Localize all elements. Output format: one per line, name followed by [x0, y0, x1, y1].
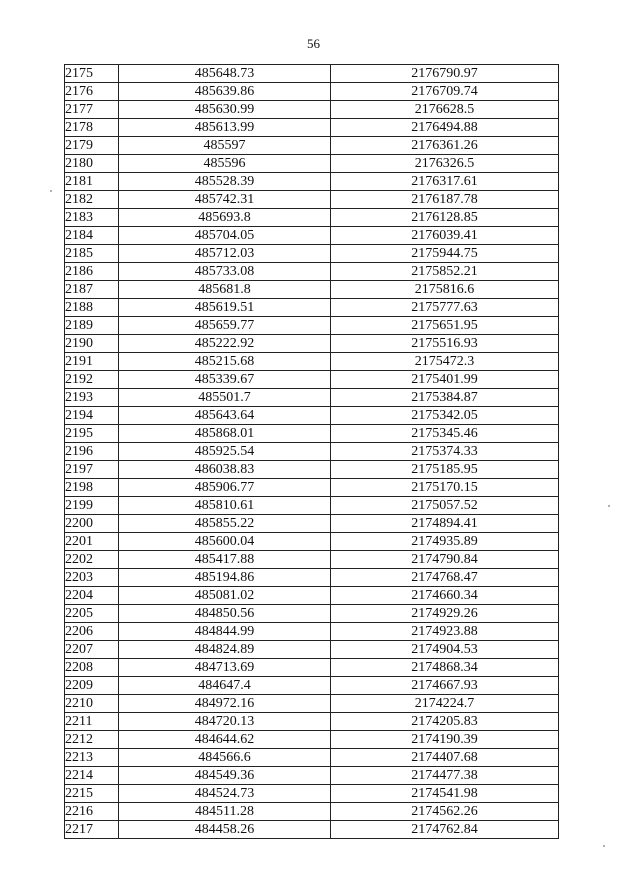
y-coordinate-cell: 2175342.05 — [331, 407, 559, 425]
y-coordinate-cell: 2176790.97 — [331, 65, 559, 83]
table-row — [65, 605, 559, 623]
x-coordinate-cell: 484972.16 — [119, 695, 331, 713]
point-number-cell: 2216 — [65, 803, 119, 821]
table-row — [65, 533, 559, 551]
point-number-cell: 2189 — [65, 317, 119, 335]
table-row — [65, 173, 559, 191]
point-number-cell: 2190 — [65, 335, 119, 353]
point-number-cell: 2198 — [65, 479, 119, 497]
x-coordinate-cell: 485528.39 — [119, 173, 331, 191]
table-row — [65, 785, 559, 803]
x-coordinate-cell: 484549.36 — [119, 767, 331, 785]
x-coordinate-cell: 485222.92 — [119, 335, 331, 353]
table-row — [65, 695, 559, 713]
table-row — [65, 731, 559, 749]
y-coordinate-cell: 2174190.39 — [331, 731, 559, 749]
point-number-cell: 2201 — [65, 533, 119, 551]
table-row — [65, 317, 559, 335]
point-number-cell: 2208 — [65, 659, 119, 677]
y-coordinate-cell: 2175944.75 — [331, 245, 559, 263]
y-coordinate-cell: 2175472.3 — [331, 353, 559, 371]
table-row — [65, 587, 559, 605]
table-body — [65, 65, 559, 839]
y-coordinate-cell: 2174477.38 — [331, 767, 559, 785]
point-number-cell: 2187 — [65, 281, 119, 299]
x-coordinate-cell: 484644.62 — [119, 731, 331, 749]
table-row — [65, 497, 559, 515]
x-coordinate-cell: 484824.89 — [119, 641, 331, 659]
y-coordinate-cell: 2175384.87 — [331, 389, 559, 407]
point-number-cell: 2179 — [65, 137, 119, 155]
point-number-cell: 2175 — [65, 65, 119, 83]
x-coordinate-cell: 485596 — [119, 155, 331, 173]
table-row — [65, 767, 559, 785]
point-number-cell: 2193 — [65, 389, 119, 407]
y-coordinate-cell: 2174205.83 — [331, 713, 559, 731]
x-coordinate-cell: 485619.51 — [119, 299, 331, 317]
point-number-cell: 2188 — [65, 299, 119, 317]
y-coordinate-cell: 2174868.34 — [331, 659, 559, 677]
y-coordinate-cell: 2176494.88 — [331, 119, 559, 137]
y-coordinate-cell: 2176361.26 — [331, 137, 559, 155]
x-coordinate-cell: 485643.64 — [119, 407, 331, 425]
point-number-cell: 2178 — [65, 119, 119, 137]
scan-speck — [603, 845, 605, 847]
x-coordinate-cell: 484850.56 — [119, 605, 331, 623]
y-coordinate-cell: 2175185.95 — [331, 461, 559, 479]
x-coordinate-cell: 484713.69 — [119, 659, 331, 677]
y-coordinate-cell: 2176128.85 — [331, 209, 559, 227]
scan-speck — [50, 190, 52, 192]
x-coordinate-cell: 485868.01 — [119, 425, 331, 443]
x-coordinate-cell: 485681.8 — [119, 281, 331, 299]
x-coordinate-cell: 485630.99 — [119, 101, 331, 119]
x-coordinate-cell: 484720.13 — [119, 713, 331, 731]
point-number-cell: 2186 — [65, 263, 119, 281]
point-number-cell: 2177 — [65, 101, 119, 119]
point-number-cell: 2184 — [65, 227, 119, 245]
table-row — [65, 713, 559, 731]
y-coordinate-cell: 2175651.95 — [331, 317, 559, 335]
y-coordinate-cell: 2174935.89 — [331, 533, 559, 551]
y-coordinate-cell: 2175170.15 — [331, 479, 559, 497]
table-row — [65, 479, 559, 497]
x-coordinate-cell: 485855.22 — [119, 515, 331, 533]
table-row — [65, 569, 559, 587]
x-coordinate-cell: 485810.61 — [119, 497, 331, 515]
table-row — [65, 641, 559, 659]
y-coordinate-cell: 2176628.5 — [331, 101, 559, 119]
table-row — [65, 245, 559, 263]
table-row — [65, 623, 559, 641]
point-number-cell: 2185 — [65, 245, 119, 263]
point-number-cell: 2204 — [65, 587, 119, 605]
x-coordinate-cell: 485501.7 — [119, 389, 331, 407]
x-coordinate-cell: 485081.02 — [119, 587, 331, 605]
y-coordinate-cell: 2176187.78 — [331, 191, 559, 209]
x-coordinate-cell: 485925.54 — [119, 443, 331, 461]
point-number-cell: 2176 — [65, 83, 119, 101]
point-number-cell: 2211 — [65, 713, 119, 731]
table-row — [65, 821, 559, 839]
y-coordinate-cell: 2175777.63 — [331, 299, 559, 317]
table-row — [65, 137, 559, 155]
point-number-cell: 2217 — [65, 821, 119, 839]
point-number-cell: 2215 — [65, 785, 119, 803]
point-number-cell: 2183 — [65, 209, 119, 227]
x-coordinate-cell: 486038.83 — [119, 461, 331, 479]
y-coordinate-cell: 2175816.6 — [331, 281, 559, 299]
point-number-cell: 2195 — [65, 425, 119, 443]
table-row — [65, 119, 559, 137]
table-row — [65, 299, 559, 317]
point-number-cell: 2200 — [65, 515, 119, 533]
x-coordinate-cell: 485659.77 — [119, 317, 331, 335]
x-coordinate-cell: 485742.31 — [119, 191, 331, 209]
point-number-cell: 2203 — [65, 569, 119, 587]
y-coordinate-cell: 2175516.93 — [331, 335, 559, 353]
point-number-cell: 2202 — [65, 551, 119, 569]
y-coordinate-cell: 2175345.46 — [331, 425, 559, 443]
y-coordinate-cell: 2176326.5 — [331, 155, 559, 173]
y-coordinate-cell: 2174562.26 — [331, 803, 559, 821]
x-coordinate-cell: 484647.4 — [119, 677, 331, 695]
y-coordinate-cell: 2174904.53 — [331, 641, 559, 659]
x-coordinate-cell: 485339.67 — [119, 371, 331, 389]
table-row — [65, 227, 559, 245]
table-row — [65, 749, 559, 767]
x-coordinate-cell: 484458.26 — [119, 821, 331, 839]
y-coordinate-cell: 2175852.21 — [331, 263, 559, 281]
x-coordinate-cell: 484511.28 — [119, 803, 331, 821]
point-number-cell: 2197 — [65, 461, 119, 479]
table-row — [65, 83, 559, 101]
point-number-cell: 2210 — [65, 695, 119, 713]
table-row — [65, 209, 559, 227]
table-row — [65, 803, 559, 821]
point-number-cell: 2212 — [65, 731, 119, 749]
x-coordinate-cell: 485906.77 — [119, 479, 331, 497]
x-coordinate-cell: 485704.05 — [119, 227, 331, 245]
y-coordinate-cell: 2174667.93 — [331, 677, 559, 695]
y-coordinate-cell: 2174660.34 — [331, 587, 559, 605]
table-row — [65, 191, 559, 209]
point-number-cell: 2205 — [65, 605, 119, 623]
x-coordinate-cell: 485712.03 — [119, 245, 331, 263]
page-number: 56 — [307, 36, 320, 51]
y-coordinate-cell: 2174894.41 — [331, 515, 559, 533]
y-coordinate-cell: 2174929.26 — [331, 605, 559, 623]
table-row — [65, 101, 559, 119]
point-number-cell: 2206 — [65, 623, 119, 641]
y-coordinate-cell: 2175401.99 — [331, 371, 559, 389]
x-coordinate-cell: 484844.99 — [119, 623, 331, 641]
table-row — [65, 659, 559, 677]
table-row — [65, 389, 559, 407]
point-number-cell: 2209 — [65, 677, 119, 695]
table-row — [65, 155, 559, 173]
y-coordinate-cell: 2174407.68 — [331, 749, 559, 767]
point-number-cell: 2180 — [65, 155, 119, 173]
table-row — [65, 443, 559, 461]
table-row — [65, 515, 559, 533]
y-coordinate-cell: 2176039.41 — [331, 227, 559, 245]
x-coordinate-cell: 485639.86 — [119, 83, 331, 101]
y-coordinate-cell: 2176317.61 — [331, 173, 559, 191]
y-coordinate-cell: 2174790.84 — [331, 551, 559, 569]
y-coordinate-cell: 2174768.47 — [331, 569, 559, 587]
x-coordinate-cell: 485648.73 — [119, 65, 331, 83]
point-number-cell: 2192 — [65, 371, 119, 389]
y-coordinate-cell: 2175057.52 — [331, 497, 559, 515]
point-number-cell: 2213 — [65, 749, 119, 767]
coordinates-table — [64, 64, 559, 839]
x-coordinate-cell: 485613.99 — [119, 119, 331, 137]
y-coordinate-cell: 2174923.88 — [331, 623, 559, 641]
point-number-cell: 2194 — [65, 407, 119, 425]
scan-speck — [608, 505, 610, 507]
table-row — [65, 425, 559, 443]
x-coordinate-cell: 484524.73 — [119, 785, 331, 803]
x-coordinate-cell: 485600.04 — [119, 533, 331, 551]
x-coordinate-cell: 484566.6 — [119, 749, 331, 767]
table-row — [65, 677, 559, 695]
table-row — [65, 353, 559, 371]
x-coordinate-cell: 485733.08 — [119, 263, 331, 281]
table-row — [65, 335, 559, 353]
table-row — [65, 461, 559, 479]
point-number-cell: 2207 — [65, 641, 119, 659]
x-coordinate-cell: 485417.88 — [119, 551, 331, 569]
y-coordinate-cell: 2175374.33 — [331, 443, 559, 461]
point-number-cell: 2191 — [65, 353, 119, 371]
y-coordinate-cell: 2176709.74 — [331, 83, 559, 101]
table-row — [65, 281, 559, 299]
y-coordinate-cell: 2174541.98 — [331, 785, 559, 803]
x-coordinate-cell: 485597 — [119, 137, 331, 155]
point-number-cell: 2182 — [65, 191, 119, 209]
point-number-cell: 2199 — [65, 497, 119, 515]
point-number-cell: 2196 — [65, 443, 119, 461]
table-row — [65, 65, 559, 83]
table-row — [65, 371, 559, 389]
y-coordinate-cell: 2174224.7 — [331, 695, 559, 713]
x-coordinate-cell: 485693.8 — [119, 209, 331, 227]
table-row — [65, 263, 559, 281]
y-coordinate-cell: 2174762.84 — [331, 821, 559, 839]
table-row — [65, 407, 559, 425]
point-number-cell: 2214 — [65, 767, 119, 785]
x-coordinate-cell: 485194.86 — [119, 569, 331, 587]
table-row — [65, 551, 559, 569]
point-number-cell: 2181 — [65, 173, 119, 191]
x-coordinate-cell: 485215.68 — [119, 353, 331, 371]
